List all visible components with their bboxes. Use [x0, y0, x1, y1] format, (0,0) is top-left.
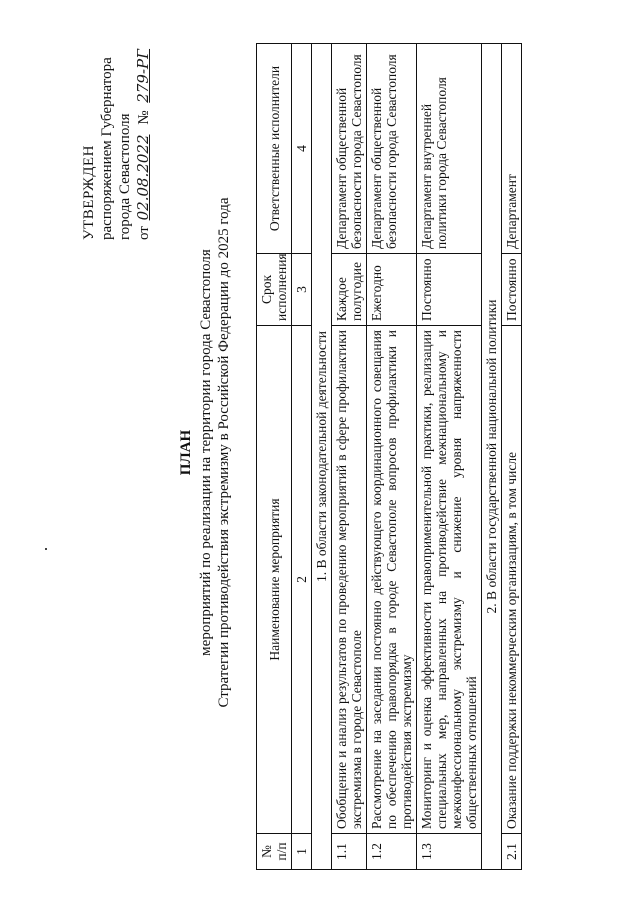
row-name: Рассмотрение на заседании постоянно действующего координационного совещания по обеспечению правопорядка в городе Севастополе вопросов профилактики и противодействия экстремизму [367, 326, 417, 834]
section-row [482, 44, 502, 870]
header-number: № п/п [257, 834, 292, 870]
section-title: 2. В области государственной национальной политики [482, 44, 502, 870]
row-term: Каждое полугодие [332, 254, 367, 326]
row-executor: Департамент внутренней политики города Севастополя [417, 44, 482, 254]
row-number: 2.1 [502, 834, 522, 870]
row-term: Постоянно [502, 254, 522, 326]
approval-line-2: города Севастополя [117, 113, 133, 240]
row-name: Обобщение и анализ результатов по проведению мероприятий в сфере профилактики экстремизма в городе Севастополе [332, 326, 367, 834]
table-row [417, 44, 482, 870]
row-number: 1.3 [417, 834, 482, 870]
approval-line-1: распоряжением Губернатора [99, 57, 115, 240]
section-row [312, 44, 332, 870]
approval-date-row [134, 15, 153, 240]
approval-date-prefix: от [136, 226, 152, 240]
column-number-row [292, 44, 312, 870]
approval-number: 279-РГ [134, 48, 152, 103]
row-number: 1.1 [332, 834, 367, 870]
row-executor: Департамент общественной безопасности города Севастополя [367, 44, 417, 254]
scan-speck [45, 548, 47, 550]
column-number: 1 [292, 834, 312, 870]
row-executor: Департамент [502, 44, 522, 254]
section-title: 1. В области законодательной деятельности [312, 44, 332, 870]
approval-stamp [80, 15, 153, 240]
row-name: Оказание поддержки некоммерческим организациям, в том числе [502, 326, 522, 834]
row-name: Мониторинг и оценка эффективности правоприменительной практики, реализации специальных мер, направленных на противодействие межнациональному и межконфессиональному экстремизму и снижение уровня напряженности общественных отношений [417, 326, 482, 834]
column-number: 4 [292, 44, 312, 254]
document-subtitle-1: мероприятий по реализации на территории города Севастополя [198, 249, 214, 656]
approval-number-prefix: № [136, 110, 152, 125]
header-name: Наименование мероприятия [257, 326, 292, 834]
row-number: 1.2 [367, 834, 417, 870]
row-term: Ежегодно [367, 254, 417, 326]
header-executor: Ответственные исполнители [257, 44, 292, 254]
approval-date: 02.08.2022 [134, 134, 152, 221]
row-term: Постоянно [417, 254, 482, 326]
plan-table [256, 43, 522, 870]
table-row [332, 44, 367, 870]
document-title: ПЛАН [178, 429, 194, 476]
table-row [367, 44, 417, 870]
row-executor: Департамент общественной безопасности города Севастополя [332, 44, 367, 254]
header-term: Срок исполнения [257, 254, 292, 326]
approval-title: УТВЕРЖДЕН [81, 145, 97, 240]
column-number: 2 [292, 326, 312, 834]
table-row [502, 44, 522, 870]
table-header-row [257, 44, 292, 870]
column-number: 3 [292, 254, 312, 326]
document-subtitle-2: Стратегии противодействия экстремизму в Российской Федерации до 2025 года [216, 197, 232, 708]
